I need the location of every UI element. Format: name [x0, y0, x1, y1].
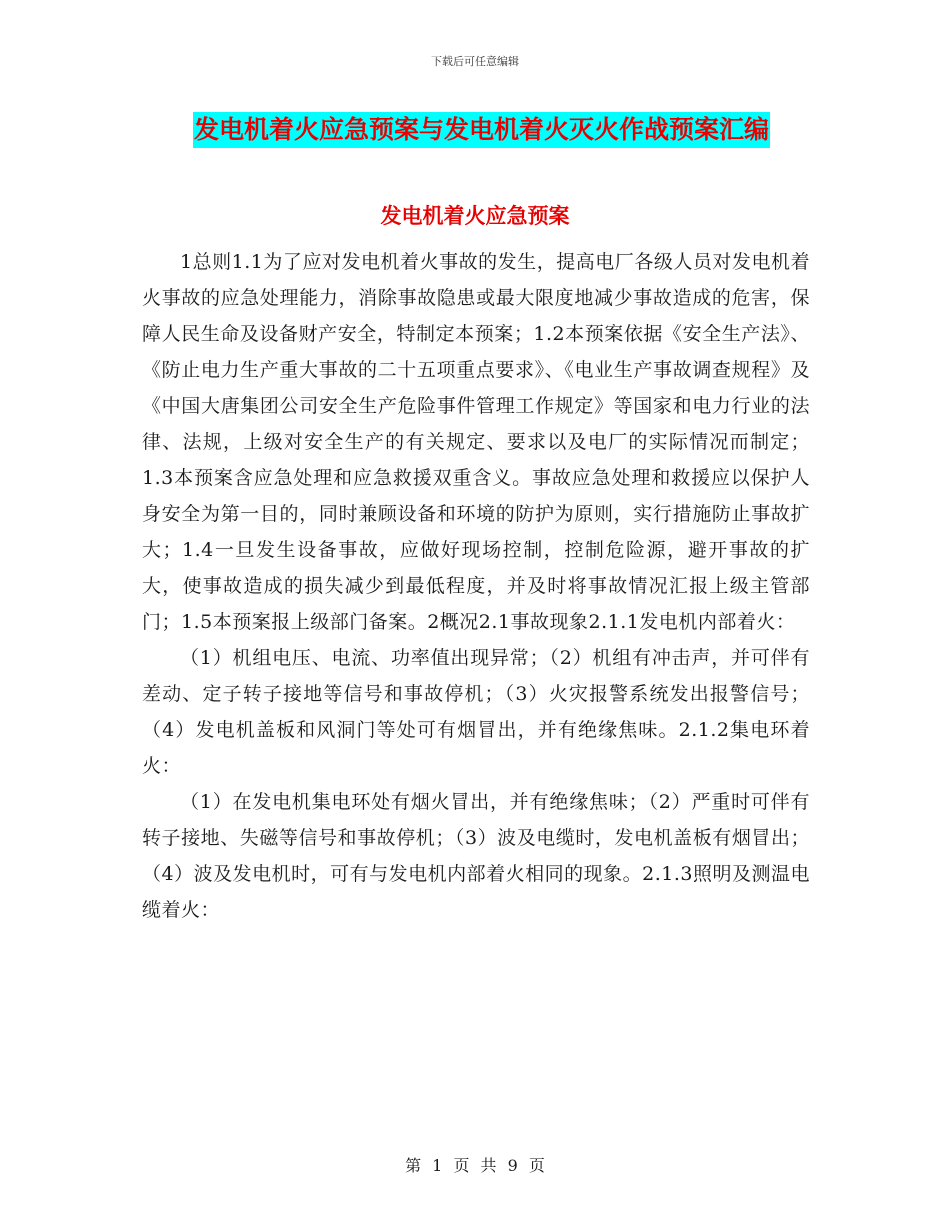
paragraph-general: 1总则1.1为了应对发电机着火事故的发生，提高电厂各级人员对发电机着火事故的应急处理能力，消除事故隐患或最大限度地减少事故造成的危害，保障人民生命及设备财产安全，特制定本预案；1.2本预案依据《安全生产法》、《防止电力生产重大事故的二十五项重点要求》、《电业生产事故调查规程》及《中国大唐集团公司安全生产危险事件管理工作规定》等国家和电力行业的法律、法规，上级对安全生产的有关规定、要求以及电厂的实际情况而制定；1.3本预案含应急处理和应急救援双重含义。事故应急处理和救援应以保护人身安全为第一目的，同时兼顾设备和环境的防护为原则，实行措施防止事故扩大；1.4一旦发生设备事故，应做好现场控制，控制危险源，避开事故的扩大，使事故造成的损失减少到最低程度，并及时将事故情况汇报上级主管部门；1.5本预案报上级部门备案。2概况2.1事故现象2.1.1发电机内部着火：	[142, 251, 810, 633]
section-title: 发电机着火应急预案	[380, 204, 570, 228]
page-number: 第 1 页 共 9 页	[405, 1156, 545, 1175]
page-header-note: 下载后可任意编辑	[431, 55, 519, 68]
document-title: 发电机着火应急预案与发电机着火灭火作战预案汇编	[193, 112, 770, 148]
document-body	[142, 244, 810, 928]
paragraph-collector-ring-fire: （1）在发电机集电环处有烟火冒出，并有绝缘焦味；（2）严重时可伴有转子接地、失磁等信号和事故停机；（3）波及电缆时，发电机盖板有烟冒出；（4）波及发电机时，可有与发电机内部着火相同的现象。2.1.3照明及测温电缆着火：	[142, 791, 810, 921]
paragraph-internal-fire: （1）机组电压、电流、功率值出现异常；（2）机组有冲击声，并可伴有差动、定子转子接地等信号和事故停机；（3）火灾报警系统发出报警信号；（4）发电机盖板和风洞门等处可有烟冒出，并有绝缘焦味。2.1.2集电环着火：	[142, 647, 810, 777]
